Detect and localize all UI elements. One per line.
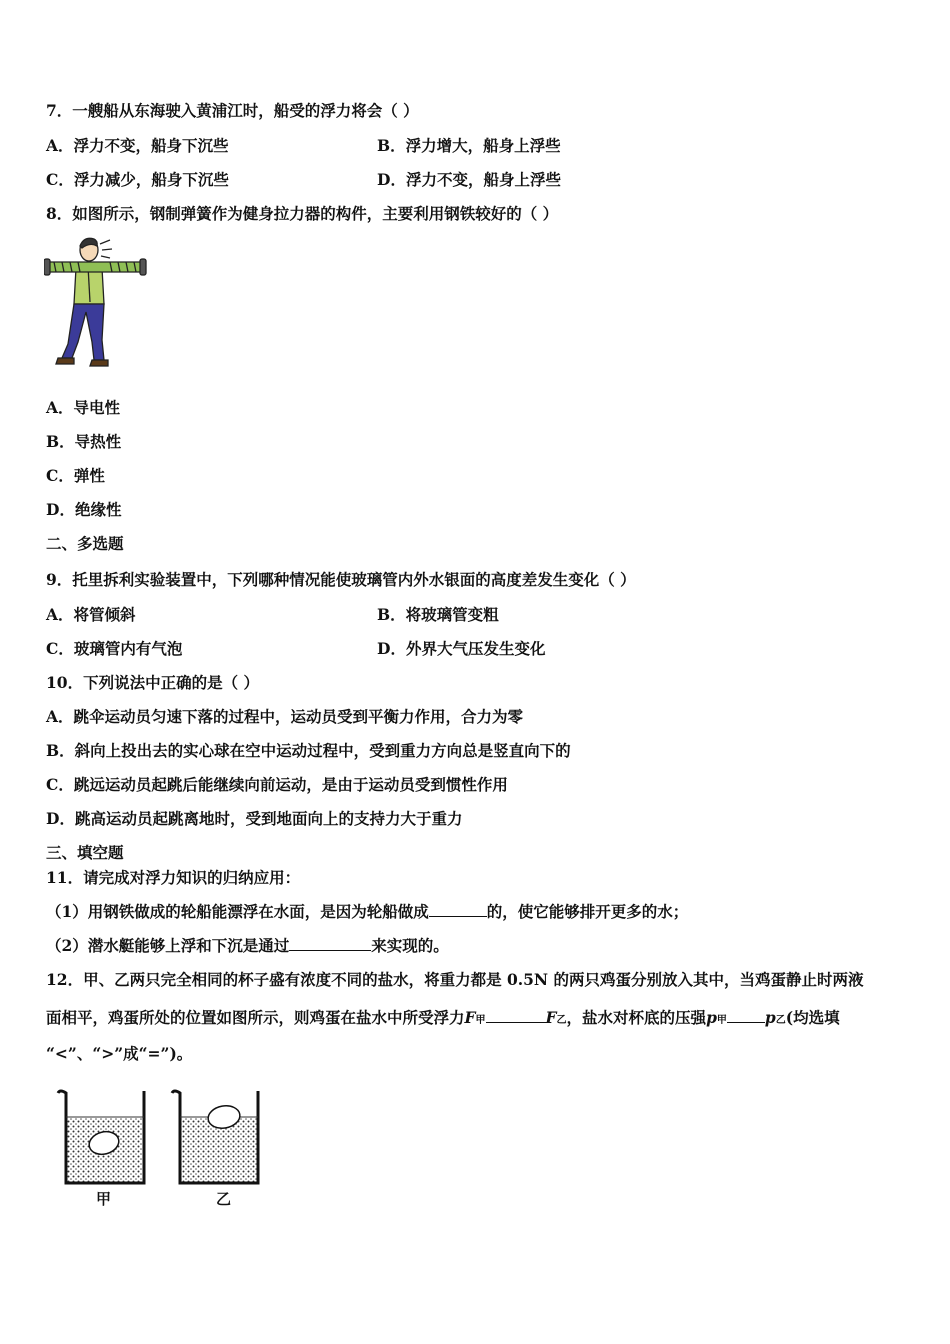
- q12-line1: 12．甲、乙两只完全相同的杯子盛有浓度不同的盐水，将重力都是 0.5N 的两只鸡蛋分别放入其中，当鸡蛋静止时两液: [46, 970, 864, 989]
- q12-F-jia: F: [464, 1008, 476, 1027]
- q12-blank-force[interactable]: [486, 1008, 546, 1023]
- q11-stem: 11．请完成对浮力知识的归纳应用：: [46, 868, 301, 887]
- q11-part1-text-after: 的，使它能够排开更多的水；: [486, 902, 689, 921]
- q9-option-a: A．将管倾斜: [46, 605, 136, 624]
- q7-option-c: C．浮力减少，船身下沉些: [46, 170, 229, 189]
- q12-line2-text-after: (均选填: [785, 1008, 840, 1027]
- q9-option-b: B．将玻璃管变粗: [377, 605, 499, 624]
- q10-option-b: B．斜向上投出去的实心球在空中运动过程中，受到重力方向总是竖直向下的: [46, 741, 571, 760]
- q8-option-d: D．绝缘性: [46, 500, 122, 519]
- q12-p-jia: p: [706, 1008, 717, 1027]
- q7-option-a: A．浮力不变，船身下沉些: [46, 136, 229, 155]
- q12-sub-jia-1: 甲: [475, 1015, 486, 1026]
- q12-line2: [46, 1008, 840, 1031]
- section-heading-fill-blank: 三、填空题: [46, 843, 124, 862]
- q12-sub-jia-2: 甲: [716, 1015, 727, 1026]
- q11-blank-1[interactable]: [429, 902, 487, 917]
- q11-blank-2[interactable]: [289, 936, 371, 951]
- q12-line3: “<”、“>”成“=”)。: [46, 1044, 193, 1063]
- q7-option-d: D．浮力不变，船身上浮些: [377, 170, 561, 189]
- q8-option-b: B．导热性: [46, 432, 122, 451]
- q11-part1: [46, 902, 688, 922]
- q11-part2: [46, 936, 449, 956]
- beaker-jia: [58, 1091, 144, 1183]
- q11-part1-text-before: （1）用钢铁做成的轮船能漂浮在水面，是因为轮船做成: [46, 902, 429, 921]
- q7-stem: 7．一艘船从东海驶入黄浦江时，船受的浮力将会（ ）: [46, 101, 419, 120]
- beakers-figure: [52, 1085, 267, 1210]
- q8-option-a: A．导电性: [46, 398, 121, 417]
- beaker-yi: [172, 1091, 258, 1183]
- q11-part2-text-after: 来实现的。: [371, 936, 449, 955]
- q7-option-b: B．浮力增大，船身上浮些: [377, 136, 561, 155]
- beaker-label-jia: 甲: [96, 1190, 112, 1208]
- q10-option-c: C．跳远运动员起跳后能继续向前运动，是由于运动员受到惯性作用: [46, 775, 508, 794]
- q12-p-yi: p: [764, 1008, 776, 1027]
- q10-option-a: A．跳伞运动员匀速下落的过程中，运动员受到平衡力作用，合力为零: [46, 707, 524, 726]
- q8-stem: 8．如图所示，钢制弹簧作为健身拉力器的构件，主要利用钢铁较好的（ ）: [46, 204, 559, 223]
- section-heading-multiple-choice: 二、多选题: [46, 534, 124, 553]
- q8-option-c: C．弹性: [46, 466, 105, 485]
- q12-line2-text-before: 面相平，鸡蛋所处的位置如图所示，则鸡蛋在盐水中所受浮力: [46, 1008, 465, 1027]
- q12-line2-text-mid: ，盐水对杯底的压强: [566, 1008, 707, 1027]
- q9-option-c: C．玻璃管内有气泡: [46, 639, 183, 658]
- q10-option-d: D．跳高运动员起跳离地时，受到地面向上的支持力大于重力: [46, 809, 463, 828]
- q9-stem: 9．托里拆利实验装置中，下列哪种情况能使玻璃管内外水银面的高度差发生变化（ ）: [46, 570, 636, 589]
- beaker-label-yi: 乙: [216, 1190, 232, 1208]
- spring-exerciser-figure: [44, 232, 150, 372]
- q9-option-d: D．外界大气压发生变化: [377, 639, 546, 658]
- q12-F-yi: F: [545, 1008, 557, 1027]
- q11-part2-text-before: （2）潜水艇能够上浮和下沉是通过: [46, 936, 290, 955]
- q12-sub-yi-1: 乙: [556, 1015, 567, 1026]
- q10-stem: 10．下列说法中正确的是（ ）: [46, 673, 259, 692]
- q12-blank-pressure[interactable]: [727, 1008, 765, 1023]
- q12-sub-yi-2: 乙: [775, 1015, 786, 1026]
